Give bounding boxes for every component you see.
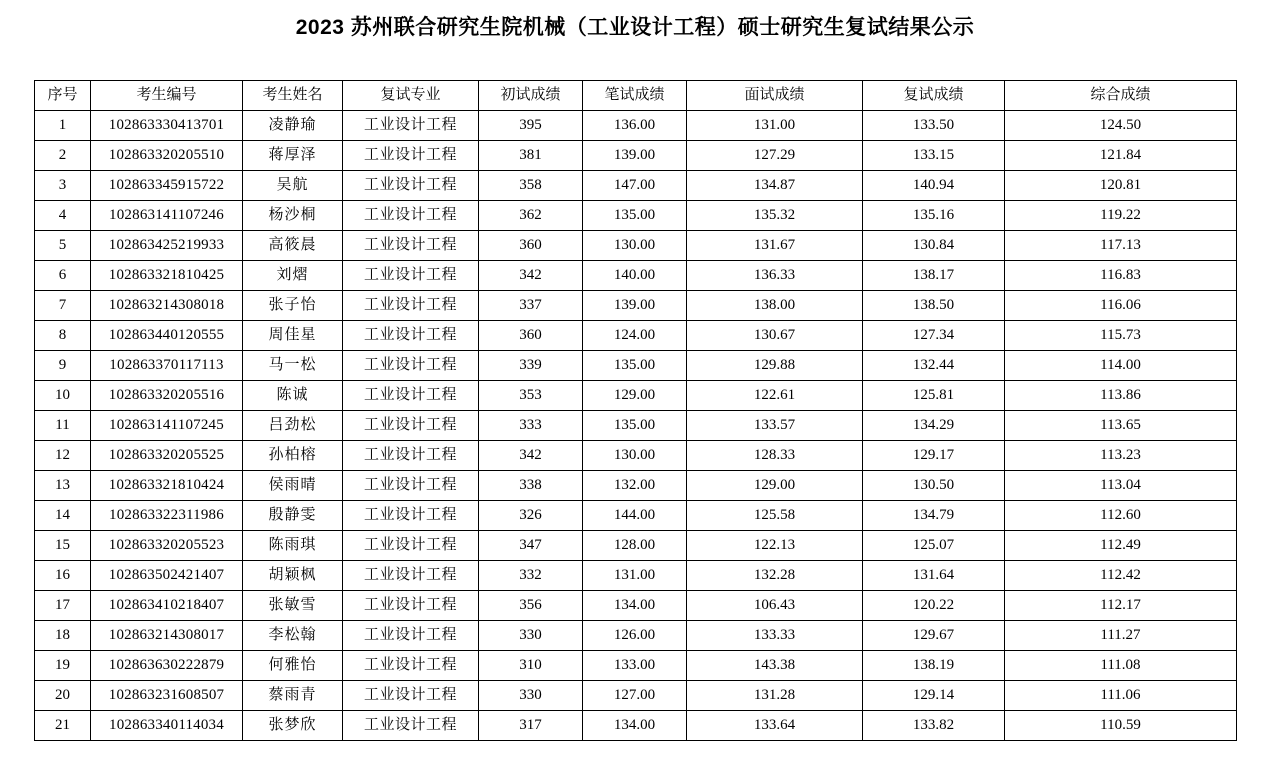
column-header-written-score: 笔试成绩 bbox=[583, 81, 687, 111]
cell-retest-score: 133.50 bbox=[863, 111, 1005, 141]
cell-name: 蔡雨青 bbox=[243, 681, 343, 711]
cell-interview-score: 129.00 bbox=[687, 471, 863, 501]
cell-first-exam-score: 353 bbox=[479, 381, 583, 411]
cell-total-score: 112.60 bbox=[1005, 501, 1237, 531]
cell-total-score: 114.00 bbox=[1005, 351, 1237, 381]
cell-first-exam-score: 310 bbox=[479, 651, 583, 681]
cell-retest-score: 131.64 bbox=[863, 561, 1005, 591]
cell-name: 张敏雪 bbox=[243, 591, 343, 621]
cell-total-score: 124.50 bbox=[1005, 111, 1237, 141]
cell-retest-score: 130.84 bbox=[863, 231, 1005, 261]
cell-major: 工业设计工程 bbox=[343, 621, 479, 651]
cell-interview-score: 143.38 bbox=[687, 651, 863, 681]
cell-seq: 21 bbox=[35, 711, 91, 741]
cell-name: 马一松 bbox=[243, 351, 343, 381]
cell-first-exam-score: 326 bbox=[479, 501, 583, 531]
cell-major: 工业设计工程 bbox=[343, 531, 479, 561]
cell-written-score: 130.00 bbox=[583, 441, 687, 471]
cell-interview-score: 131.28 bbox=[687, 681, 863, 711]
column-header-total-score: 综合成绩 bbox=[1005, 81, 1237, 111]
cell-retest-score: 127.34 bbox=[863, 321, 1005, 351]
cell-retest-score: 134.79 bbox=[863, 501, 1005, 531]
cell-interview-score: 135.32 bbox=[687, 201, 863, 231]
table-row bbox=[35, 321, 1237, 351]
cell-name: 孙柏榕 bbox=[243, 441, 343, 471]
cell-retest-score: 132.44 bbox=[863, 351, 1005, 381]
cell-seq: 4 bbox=[35, 201, 91, 231]
cell-interview-score: 129.88 bbox=[687, 351, 863, 381]
cell-name: 张子怡 bbox=[243, 291, 343, 321]
cell-total-score: 111.27 bbox=[1005, 621, 1237, 651]
column-header-exam-id: 考生编号 bbox=[91, 81, 243, 111]
cell-seq: 13 bbox=[35, 471, 91, 501]
cell-first-exam-score: 381 bbox=[479, 141, 583, 171]
cell-exam-id: 102863425219933 bbox=[91, 231, 243, 261]
table-row bbox=[35, 291, 1237, 321]
cell-major: 工业设计工程 bbox=[343, 231, 479, 261]
cell-major: 工业设计工程 bbox=[343, 111, 479, 141]
cell-exam-id: 102863340114034 bbox=[91, 711, 243, 741]
table-row bbox=[35, 201, 1237, 231]
cell-name: 陈诚 bbox=[243, 381, 343, 411]
cell-first-exam-score: 342 bbox=[479, 261, 583, 291]
cell-total-score: 116.83 bbox=[1005, 261, 1237, 291]
cell-exam-id: 102863141107245 bbox=[91, 411, 243, 441]
cell-interview-score: 122.13 bbox=[687, 531, 863, 561]
cell-first-exam-score: 360 bbox=[479, 231, 583, 261]
cell-total-score: 112.42 bbox=[1005, 561, 1237, 591]
cell-name: 刘熠 bbox=[243, 261, 343, 291]
cell-retest-score: 133.82 bbox=[863, 711, 1005, 741]
cell-written-score: 134.00 bbox=[583, 711, 687, 741]
column-header-major: 复试专业 bbox=[343, 81, 479, 111]
cell-retest-score: 134.29 bbox=[863, 411, 1005, 441]
cell-retest-score: 138.19 bbox=[863, 651, 1005, 681]
cell-first-exam-score: 395 bbox=[479, 111, 583, 141]
cell-exam-id: 102863320205510 bbox=[91, 141, 243, 171]
table-row bbox=[35, 711, 1237, 741]
cell-major: 工业设计工程 bbox=[343, 471, 479, 501]
cell-seq: 15 bbox=[35, 531, 91, 561]
cell-name: 殷静雯 bbox=[243, 501, 343, 531]
cell-seq: 16 bbox=[35, 561, 91, 591]
cell-written-score: 135.00 bbox=[583, 411, 687, 441]
cell-major: 工业设计工程 bbox=[343, 141, 479, 171]
cell-total-score: 120.81 bbox=[1005, 171, 1237, 201]
cell-interview-score: 128.33 bbox=[687, 441, 863, 471]
cell-exam-id: 102863320205523 bbox=[91, 531, 243, 561]
cell-first-exam-score: 362 bbox=[479, 201, 583, 231]
cell-written-score: 144.00 bbox=[583, 501, 687, 531]
cell-written-score: 127.00 bbox=[583, 681, 687, 711]
table-row bbox=[35, 111, 1237, 141]
cell-major: 工业设计工程 bbox=[343, 321, 479, 351]
cell-exam-id: 102863345915722 bbox=[91, 171, 243, 201]
cell-name: 吴航 bbox=[243, 171, 343, 201]
cell-name: 蒋厚泽 bbox=[243, 141, 343, 171]
cell-first-exam-score: 330 bbox=[479, 621, 583, 651]
cell-interview-score: 133.57 bbox=[687, 411, 863, 441]
cell-name: 侯雨晴 bbox=[243, 471, 343, 501]
cell-major: 工业设计工程 bbox=[343, 681, 479, 711]
cell-total-score: 113.23 bbox=[1005, 441, 1237, 471]
table-row bbox=[35, 351, 1237, 381]
table-row bbox=[35, 141, 1237, 171]
cell-exam-id: 102863321810425 bbox=[91, 261, 243, 291]
cell-first-exam-score: 330 bbox=[479, 681, 583, 711]
cell-seq: 11 bbox=[35, 411, 91, 441]
cell-seq: 19 bbox=[35, 651, 91, 681]
cell-name: 张梦欣 bbox=[243, 711, 343, 741]
table-row bbox=[35, 231, 1237, 261]
cell-exam-id: 102863502421407 bbox=[91, 561, 243, 591]
table-body bbox=[35, 111, 1237, 741]
cell-exam-id: 102863320205516 bbox=[91, 381, 243, 411]
cell-interview-score: 132.28 bbox=[687, 561, 863, 591]
cell-interview-score: 134.87 bbox=[687, 171, 863, 201]
cell-name: 吕劲松 bbox=[243, 411, 343, 441]
cell-first-exam-score: 342 bbox=[479, 441, 583, 471]
cell-first-exam-score: 347 bbox=[479, 531, 583, 561]
cell-retest-score: 138.50 bbox=[863, 291, 1005, 321]
cell-seq: 7 bbox=[35, 291, 91, 321]
column-header-retest-score: 复试成绩 bbox=[863, 81, 1005, 111]
cell-seq: 17 bbox=[35, 591, 91, 621]
cell-seq: 10 bbox=[35, 381, 91, 411]
cell-total-score: 113.04 bbox=[1005, 471, 1237, 501]
cell-total-score: 111.06 bbox=[1005, 681, 1237, 711]
column-header-seq: 序号 bbox=[35, 81, 91, 111]
cell-interview-score: 130.67 bbox=[687, 321, 863, 351]
cell-first-exam-score: 332 bbox=[479, 561, 583, 591]
cell-seq: 9 bbox=[35, 351, 91, 381]
cell-seq: 5 bbox=[35, 231, 91, 261]
cell-exam-id: 102863320205525 bbox=[91, 441, 243, 471]
cell-written-score: 139.00 bbox=[583, 291, 687, 321]
cell-retest-score: 129.14 bbox=[863, 681, 1005, 711]
table-header-row bbox=[35, 81, 1237, 111]
page-title: 2023 苏州联合研究生院机械（工业设计工程）硕士研究生复试结果公示 bbox=[295, 16, 975, 39]
cell-major: 工业设计工程 bbox=[343, 291, 479, 321]
cell-total-score: 112.17 bbox=[1005, 591, 1237, 621]
cell-seq: 8 bbox=[35, 321, 91, 351]
cell-total-score: 117.13 bbox=[1005, 231, 1237, 261]
cell-interview-score: 131.00 bbox=[687, 111, 863, 141]
table-row bbox=[35, 261, 1237, 291]
cell-first-exam-score: 356 bbox=[479, 591, 583, 621]
cell-exam-id: 102863410218407 bbox=[91, 591, 243, 621]
results-table bbox=[34, 80, 1237, 741]
cell-interview-score: 138.00 bbox=[687, 291, 863, 321]
cell-retest-score: 140.94 bbox=[863, 171, 1005, 201]
table-row bbox=[35, 531, 1237, 561]
table-row bbox=[35, 171, 1237, 201]
cell-retest-score: 135.16 bbox=[863, 201, 1005, 231]
cell-interview-score: 125.58 bbox=[687, 501, 863, 531]
table-row bbox=[35, 441, 1237, 471]
table-row bbox=[35, 381, 1237, 411]
cell-total-score: 110.59 bbox=[1005, 711, 1237, 741]
table-row bbox=[35, 471, 1237, 501]
cell-major: 工业设计工程 bbox=[343, 711, 479, 741]
cell-first-exam-score: 339 bbox=[479, 351, 583, 381]
cell-seq: 12 bbox=[35, 441, 91, 471]
cell-exam-id: 102863141107246 bbox=[91, 201, 243, 231]
cell-written-score: 147.00 bbox=[583, 171, 687, 201]
cell-retest-score: 120.22 bbox=[863, 591, 1005, 621]
cell-major: 工业设计工程 bbox=[343, 591, 479, 621]
cell-name: 陈雨琪 bbox=[243, 531, 343, 561]
cell-exam-id: 102863630222879 bbox=[91, 651, 243, 681]
cell-major: 工业设计工程 bbox=[343, 501, 479, 531]
cell-interview-score: 127.29 bbox=[687, 141, 863, 171]
table-row bbox=[35, 591, 1237, 621]
cell-total-score: 111.08 bbox=[1005, 651, 1237, 681]
cell-written-score: 135.00 bbox=[583, 201, 687, 231]
cell-exam-id: 102863214308018 bbox=[91, 291, 243, 321]
cell-total-score: 113.86 bbox=[1005, 381, 1237, 411]
cell-written-score: 129.00 bbox=[583, 381, 687, 411]
cell-total-score: 115.73 bbox=[1005, 321, 1237, 351]
cell-name: 凌静瑜 bbox=[243, 111, 343, 141]
cell-retest-score: 130.50 bbox=[863, 471, 1005, 501]
cell-major: 工业设计工程 bbox=[343, 261, 479, 291]
cell-written-score: 132.00 bbox=[583, 471, 687, 501]
cell-exam-id: 102863321810424 bbox=[91, 471, 243, 501]
cell-major: 工业设计工程 bbox=[343, 201, 479, 231]
table-header bbox=[35, 81, 1237, 111]
cell-name: 李松翰 bbox=[243, 621, 343, 651]
cell-retest-score: 129.67 bbox=[863, 621, 1005, 651]
cell-name: 胡颖枫 bbox=[243, 561, 343, 591]
cell-interview-score: 131.67 bbox=[687, 231, 863, 261]
table-row bbox=[35, 501, 1237, 531]
cell-name: 杨沙桐 bbox=[243, 201, 343, 231]
cell-total-score: 121.84 bbox=[1005, 141, 1237, 171]
column-header-name: 考生姓名 bbox=[243, 81, 343, 111]
cell-total-score: 116.06 bbox=[1005, 291, 1237, 321]
column-header-first-exam-score: 初试成绩 bbox=[479, 81, 583, 111]
cell-retest-score: 125.81 bbox=[863, 381, 1005, 411]
cell-interview-score: 106.43 bbox=[687, 591, 863, 621]
column-header-interview-score: 面试成绩 bbox=[687, 81, 863, 111]
cell-written-score: 131.00 bbox=[583, 561, 687, 591]
cell-first-exam-score: 358 bbox=[479, 171, 583, 201]
cell-major: 工业设计工程 bbox=[343, 381, 479, 411]
cell-seq: 3 bbox=[35, 171, 91, 201]
cell-name: 周佳星 bbox=[243, 321, 343, 351]
cell-total-score: 113.65 bbox=[1005, 411, 1237, 441]
cell-interview-score: 122.61 bbox=[687, 381, 863, 411]
table-row bbox=[35, 681, 1237, 711]
cell-first-exam-score: 360 bbox=[479, 321, 583, 351]
cell-first-exam-score: 338 bbox=[479, 471, 583, 501]
cell-major: 工业设计工程 bbox=[343, 171, 479, 201]
cell-major: 工业设计工程 bbox=[343, 411, 479, 441]
cell-first-exam-score: 333 bbox=[479, 411, 583, 441]
cell-seq: 20 bbox=[35, 681, 91, 711]
cell-name: 高筱晨 bbox=[243, 231, 343, 261]
cell-exam-id: 102863330413701 bbox=[91, 111, 243, 141]
cell-total-score: 119.22 bbox=[1005, 201, 1237, 231]
cell-exam-id: 102863322311986 bbox=[91, 501, 243, 531]
cell-major: 工业设计工程 bbox=[343, 561, 479, 591]
cell-written-score: 135.00 bbox=[583, 351, 687, 381]
cell-interview-score: 133.33 bbox=[687, 621, 863, 651]
cell-written-score: 136.00 bbox=[583, 111, 687, 141]
cell-written-score: 133.00 bbox=[583, 651, 687, 681]
cell-written-score: 126.00 bbox=[583, 621, 687, 651]
cell-retest-score: 129.17 bbox=[863, 441, 1005, 471]
cell-seq: 18 bbox=[35, 621, 91, 651]
cell-major: 工业设计工程 bbox=[343, 441, 479, 471]
cell-written-score: 140.00 bbox=[583, 261, 687, 291]
cell-seq: 2 bbox=[35, 141, 91, 171]
cell-name: 何雅怡 bbox=[243, 651, 343, 681]
cell-retest-score: 125.07 bbox=[863, 531, 1005, 561]
cell-major: 工业设计工程 bbox=[343, 651, 479, 681]
cell-exam-id: 102863440120555 bbox=[91, 321, 243, 351]
cell-seq: 6 bbox=[35, 261, 91, 291]
cell-written-score: 128.00 bbox=[583, 531, 687, 561]
cell-seq: 14 bbox=[35, 501, 91, 531]
cell-exam-id: 102863214308017 bbox=[91, 621, 243, 651]
cell-written-score: 124.00 bbox=[583, 321, 687, 351]
cell-interview-score: 136.33 bbox=[687, 261, 863, 291]
cell-retest-score: 133.15 bbox=[863, 141, 1005, 171]
cell-total-score: 112.49 bbox=[1005, 531, 1237, 561]
cell-written-score: 139.00 bbox=[583, 141, 687, 171]
cell-major: 工业设计工程 bbox=[343, 351, 479, 381]
cell-first-exam-score: 337 bbox=[479, 291, 583, 321]
cell-retest-score: 138.17 bbox=[863, 261, 1005, 291]
cell-exam-id: 102863370117113 bbox=[91, 351, 243, 381]
cell-seq: 1 bbox=[35, 111, 91, 141]
table-row bbox=[35, 411, 1237, 441]
table-row bbox=[35, 561, 1237, 591]
table-row bbox=[35, 651, 1237, 681]
cell-exam-id: 102863231608507 bbox=[91, 681, 243, 711]
table-row bbox=[35, 621, 1237, 651]
cell-interview-score: 133.64 bbox=[687, 711, 863, 741]
cell-written-score: 134.00 bbox=[583, 591, 687, 621]
results-table-container bbox=[0, 41, 1270, 741]
cell-first-exam-score: 317 bbox=[479, 711, 583, 741]
cell-written-score: 130.00 bbox=[583, 231, 687, 261]
